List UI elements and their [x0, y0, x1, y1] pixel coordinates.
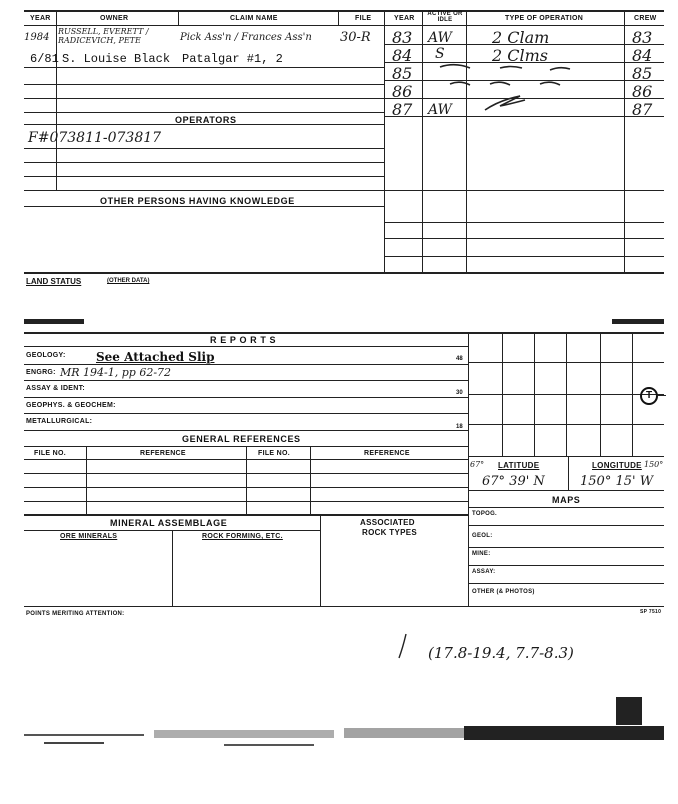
header-owner: OWNER — [100, 15, 129, 22]
ref-header-ref-2: REFERENCE — [364, 450, 410, 457]
op-row4-year: 86 — [392, 82, 413, 101]
longitude-label: LONGITUDE — [592, 461, 642, 470]
op-row5-year: 87 — [392, 100, 413, 119]
scan-noise — [24, 319, 84, 324]
other-persons-title: OTHER PERSONS HAVING KNOWLEDGE — [100, 196, 295, 206]
maps-title: MAPS — [552, 495, 581, 505]
general-references-title: GENERAL REFERENCES — [182, 434, 301, 444]
row2-claim: Patalgar #1, 2 — [182, 52, 283, 66]
latitude-label: LATITUDE — [498, 461, 540, 470]
scan-noise — [612, 319, 664, 324]
op-row3-year: 85 — [392, 64, 413, 83]
op-row2-year: 84 — [392, 46, 413, 65]
row2-owner: S. Louise Black — [62, 52, 171, 66]
row2-year: 6/81 — [30, 52, 59, 66]
op-row1-crew: 83 — [632, 28, 653, 47]
lon-prefix: 150° — [644, 460, 664, 469]
operators-entry: F#073811-073817 — [28, 130, 162, 146]
mineral-assemblage-title: MINERAL ASSEMBLAGE — [110, 518, 228, 528]
op-header-year: YEAR — [394, 15, 415, 22]
op-row5-active: AW — [428, 102, 452, 118]
reports-title: R E P O R T S — [210, 335, 277, 345]
rock-forming-label: ROCK FORMING, ETC. — [202, 533, 283, 540]
op-row5-crew: 87 — [632, 100, 653, 119]
ref-header-file-1: FILE NO. — [34, 450, 66, 457]
op-row1-active: AW — [428, 30, 452, 46]
header-claim-name: CLAIM NAME — [230, 15, 278, 22]
handwritten-stroke-icon — [396, 632, 410, 662]
grid-number-30: 30 — [456, 390, 463, 396]
grid-number-18: 18 — [456, 424, 463, 430]
geology-value: See Attached Slip — [96, 350, 215, 364]
geology-label: GEOLOGY: — [26, 352, 66, 359]
land-status-subtitle: (OTHER DATA) — [107, 278, 150, 284]
associated-label: ASSOCIATED — [360, 518, 415, 527]
row1-year: 1984 — [24, 32, 50, 43]
township-marker-icon — [640, 387, 658, 405]
geophys-label: GEOPHYS. & GEOCHEM: — [26, 402, 116, 409]
metallurgical-label: METALLURGICAL: — [26, 418, 93, 425]
township-marker-label: T — [645, 390, 653, 401]
op-header-crew: CREW — [634, 15, 657, 22]
op-row3-crew: 85 — [632, 64, 653, 83]
latitude-value: 67° 39' N — [482, 474, 545, 489]
longitude-value: 150° 15' W — [580, 474, 654, 489]
row1-owner: RUSSELL, EVERETT / RADICEVICH, PETE — [58, 27, 149, 45]
row1-claim: Pick Ass'n / Frances Ass'n — [180, 32, 312, 43]
maps-topog: TOPOG. — [472, 511, 498, 517]
ref-header-ref-1: REFERENCE — [140, 450, 186, 457]
engrg-value: MR 194-1, pp 62-72 — [60, 366, 172, 379]
land-status-title: LAND STATUS — [26, 277, 82, 286]
scan-noise-band — [24, 722, 664, 752]
footer-note: (17.8-19.4, 7.7-8.3) — [428, 644, 574, 662]
engrg-label: ENGRG: — [26, 369, 56, 376]
row1-file: 30-R — [340, 30, 371, 45]
rock-types-label: ROCK TYPES — [362, 528, 418, 537]
op-row1-type: 2 Clam — [492, 28, 550, 47]
op-header-type: TYPE OF OPERATION — [505, 15, 584, 22]
ref-header-file-2: FILE NO. — [258, 450, 290, 457]
op-row2-crew: 84 — [632, 46, 653, 65]
points-label: POINTS MERITING ATTENTION: — [26, 611, 125, 617]
operators-title: OPERATORS — [175, 115, 237, 125]
op-row4-crew: 86 — [632, 82, 653, 101]
header-year: YEAR — [30, 15, 51, 22]
scan-block — [616, 697, 642, 725]
scan-noise-icon — [24, 722, 664, 752]
op-row1-year: 83 — [392, 28, 413, 47]
maps-mine: MINE: — [472, 551, 491, 557]
maps-assay: ASSAY: — [472, 569, 496, 575]
grid-number-48: 48 — [456, 356, 463, 362]
lat-prefix: 67° — [470, 460, 485, 469]
op-header-active: ACTIVE OR IDLE — [427, 11, 463, 23]
ore-minerals-label: ORE MINERALS — [60, 533, 118, 540]
form-id: SP 7510 — [640, 609, 662, 615]
maps-geol: GEOL: — [472, 533, 493, 539]
assay-label: ASSAY & IDENT: — [26, 385, 86, 392]
maps-other: OTHER (& PHOTOS) — [472, 589, 535, 595]
header-file: FILE — [355, 15, 372, 22]
op-row2-active: S — [435, 46, 445, 62]
op-row2-type: 2 Clms — [492, 46, 549, 65]
